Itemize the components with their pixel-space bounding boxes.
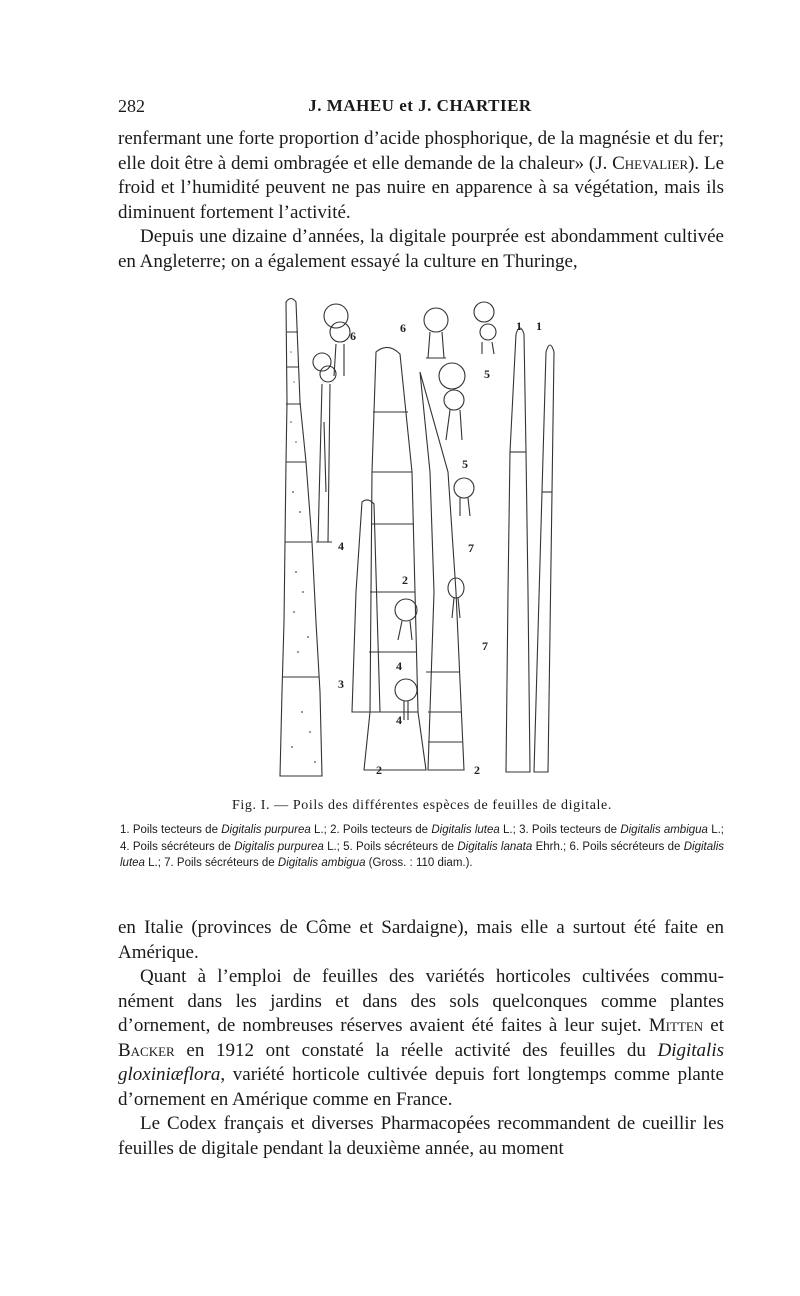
trichome-1a [506, 328, 530, 772]
line: comme plante d’ornement en Amérique comme en France. [118, 1064, 724, 1110]
line: cueillir les feuilles de digitale pendant la deuxième année, au moment [118, 1113, 724, 1159]
line: renfermant une forte proportion d’acide phosphorique, de la magnésie [118, 128, 651, 149]
legend-text: (Gross. : 110 diam.). [365, 857, 473, 869]
species-name: Digitalis ambigua [277, 857, 366, 869]
trichome-2b [352, 500, 380, 712]
stipple-3 [290, 351, 316, 763]
line: d’ornement, de nombreuses réserves avaient été faites à leur sujet. [118, 1015, 642, 1036]
figure-caption: Fig. I. — Poils des différentes espèces de feuilles de digitale. [232, 798, 612, 813]
gland-4c [395, 679, 417, 701]
trichome-2 [364, 347, 426, 770]
paragraph-3 [118, 916, 724, 965]
gland-7a [474, 302, 494, 322]
line: et du fer; elle doit être à demi ombragée et elle demande de la chaleur» [118, 128, 724, 174]
gland-6a [324, 304, 348, 328]
figure-label: 2 [402, 573, 408, 587]
species-name: Digitalis gloxiniæflora [118, 1039, 724, 1085]
species-name: Digitalis ambigua [620, 824, 708, 836]
figure-label: 4 [396, 713, 402, 727]
legend-text: L.; 5. Poils sécréteurs de [323, 840, 458, 853]
figure-label: 3 [338, 677, 344, 691]
species-name: Digitalis purpurea [234, 840, 324, 853]
line: en Amérique. [118, 917, 724, 963]
trichome-3 [280, 299, 322, 777]
paragraph-2 [118, 225, 724, 274]
line: (J. [588, 152, 613, 174]
gland-5c [454, 478, 474, 498]
figure-legend [120, 822, 724, 872]
legend-text: L.; 2. Poils tecteurs de [310, 824, 432, 836]
line: ). Le froid et l’humidité peuvent ne pas nuire en apparence [118, 152, 725, 198]
legend-text: L.; 4. Poils sécréteurs de [120, 824, 724, 853]
line: et [703, 1015, 724, 1036]
species-name: Digitalis purpurea [221, 824, 311, 836]
legend-text: L.; 7. Poils sécréteurs de [144, 857, 278, 869]
gland-5a [424, 308, 448, 332]
paragraph-4 [118, 965, 724, 1112]
figure-label: 4 [396, 659, 402, 673]
line: Quant à l’emploi de feuilles des variétés horticoles cultivées commu- [140, 966, 724, 987]
page-header [118, 96, 722, 120]
line: Depuis une dizaine d’années, la digitale pourprée est abondamment [140, 226, 659, 247]
line: nément dans les jardins et dans des sols quelconques comme plantes [118, 990, 724, 1012]
line: en Italie (provinces de Côme et Sardaigne), mais elle a surtout été faite [118, 917, 698, 938]
figure-label: 5 [462, 457, 468, 471]
line: en 1912 ont constaté la réelle activité des feuilles du [174, 1039, 646, 1061]
trichome-1b [534, 345, 554, 772]
figure-label: 5 [484, 367, 490, 381]
legend-text: L.; 3. Poils tecteurs de [499, 824, 621, 836]
gland-5b [439, 363, 465, 389]
legend-text: 1. Poils tecteurs de [120, 824, 222, 836]
line: cultivée en Angleterre; on a également essayé la culture en Thuringe, [118, 226, 724, 272]
line: , variété horticole cultivée depuis fort longtemps [220, 1064, 607, 1085]
figure-label: 2 [474, 763, 480, 777]
figure-label: 2 [376, 763, 382, 777]
figure-label: 7 [482, 639, 488, 653]
figure-label: 6 [400, 321, 406, 335]
figure-label: 1 [516, 319, 522, 333]
figure-label: 7 [468, 541, 474, 555]
paragraph-1 [118, 127, 724, 225]
species-name: Digitalis lutea [120, 840, 724, 869]
line: Le Codex français et diverses Pharmacopées recommandent de [140, 1113, 636, 1134]
author-name: Backer [118, 1039, 175, 1061]
author-name: Chevalier [612, 152, 689, 174]
species-name: Digitalis lanata [457, 840, 533, 853]
figure-label: 1 [536, 319, 542, 333]
author-name: Mitten [648, 1015, 704, 1036]
gland-4b [395, 599, 417, 621]
hair-illustration [258, 292, 558, 784]
trichome-2c [420, 372, 464, 770]
figure-label: 4 [338, 539, 344, 553]
running-title: J. MAHEU et J. CHARTIER [308, 96, 532, 115]
species-name: Digitalis lutea [431, 824, 500, 836]
paragraph-5 [118, 1112, 724, 1161]
line: à sa végétation, mais ils diminuent fortement l’activité. [118, 177, 725, 223]
legend-text: Ehrh.; 6. Poils sécréteurs de [532, 840, 684, 853]
figure-label: 6 [350, 329, 356, 343]
page-number: 282 [118, 96, 145, 116]
